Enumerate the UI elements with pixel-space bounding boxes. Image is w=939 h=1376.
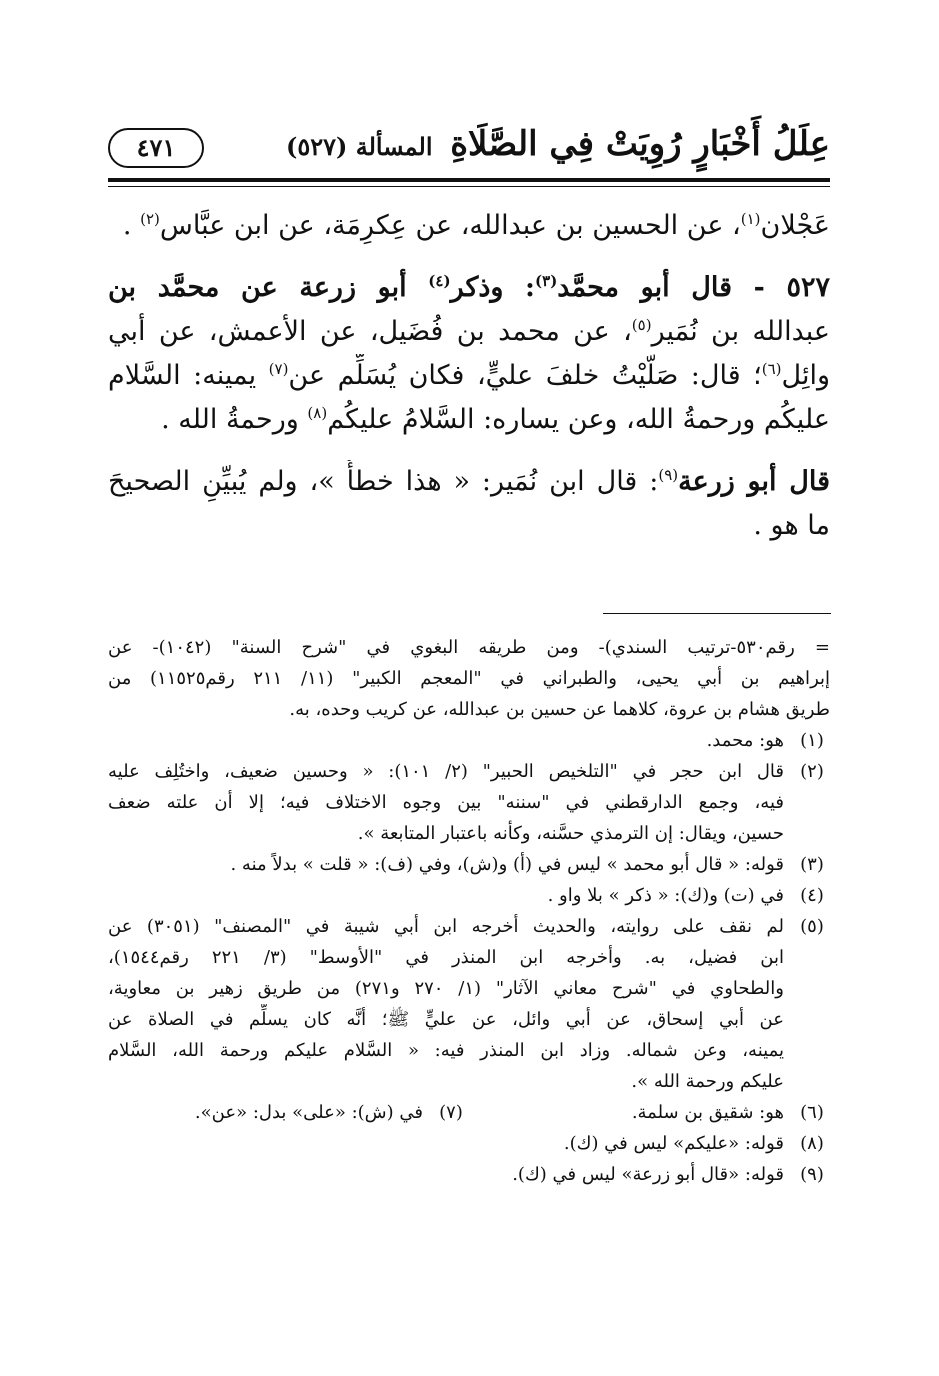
footnotes bbox=[108, 632, 830, 1190]
text-line bbox=[108, 310, 830, 354]
footnote-line: عن أبي إسحاق، عن أبي وائل، عن عليٍّ ﷺ؛ أنَّه كان يسلِّم في الصلاة عن bbox=[108, 1009, 784, 1030]
footnote-line: حسين، ويقال: إن الترمذي حسَّنه، وكأنه باعتبار المتابعة ». bbox=[357, 823, 784, 844]
footnote-line: إبراهيم بن أبي يحيى، والطبراني في "المعجم الكبير" (١١/ ٢١١ رقم١١٥٢٥) من bbox=[108, 668, 830, 689]
text-segment: : وذكر bbox=[450, 272, 536, 303]
footnote-number: (٤) bbox=[800, 885, 824, 906]
text-segment: . bbox=[122, 210, 132, 241]
text-line bbox=[108, 460, 830, 504]
header-rule-thin bbox=[108, 186, 830, 187]
footnote-line: قوله: « قال أبو محمد » ليس في (أ) و(ش)، وفي (ف): « قلت » بدلاً منه . bbox=[230, 854, 784, 875]
footnote-number: (١) bbox=[800, 730, 824, 751]
footnote-line: = رقم٥٣٠-ترتيب السندي)- ومن طريقه البغوي في "شرح السنة" (١٠٤٢)- عن bbox=[108, 637, 830, 658]
footnote-line: ابن فضيل، به. وأخرجه ابن المنذر في "الأوسط" (٣/ ٢٢١ رقم١٥٤٤)، bbox=[108, 947, 784, 968]
text-line bbox=[108, 398, 830, 442]
text-segment: ورحمةُ الله . bbox=[161, 404, 299, 435]
footnote-ref[interactable]: (٥) bbox=[631, 316, 652, 334]
footnote-line: في (ت) و(ك): « ذكر » بلا واو . bbox=[547, 885, 784, 906]
footnote-ref[interactable]: (٧) bbox=[268, 360, 289, 378]
text-segment: عليكُم ورحمةُ الله، وعن يساره: السَّلامُ عليكُم bbox=[327, 404, 830, 435]
footnote-number: (٣) bbox=[800, 854, 824, 875]
page-number: ٤٧١ bbox=[108, 128, 204, 168]
footnote-line: فيه، وجمع الدارقطني في "سننه" بين وجوه الاختلاف فيه؛ إلا أن علته ضعف bbox=[108, 792, 784, 813]
text-segment: وائِل bbox=[781, 360, 830, 391]
page-header bbox=[108, 118, 830, 176]
footnote-line: والطحاوي في "شرح معاني الآثار" (١/ ٢٧٠ و٢٧١) من طريق زهير بن معاوية، bbox=[108, 978, 784, 999]
text-segment: أبو زرعة عن محمَّد بن bbox=[108, 272, 407, 303]
text-segment: ، عن الحسين بن عبدالله، عن عِكرِمَة، عن ابن عبَّاس bbox=[159, 210, 741, 241]
text-line bbox=[108, 504, 830, 548]
text-segment: قال أبو زرعة bbox=[678, 466, 830, 497]
footnote-line: هو: شقيق بن سلمة. bbox=[631, 1102, 784, 1123]
footnote-line: قوله: «عليكم» ليس في (ك). bbox=[563, 1133, 784, 1154]
footnote-number: (٧) bbox=[439, 1102, 463, 1123]
text-segment: : قال ابن نُمَير: « هذا خطأٌ »، ولم يُبيِّنِ الصحيحَ bbox=[108, 466, 659, 497]
text-segment: ما هو . bbox=[753, 510, 830, 541]
text-line bbox=[108, 204, 830, 248]
issue-label: المسألة (٥٢٧) bbox=[286, 132, 433, 161]
text-segment: عَجْلان bbox=[760, 210, 830, 241]
main-text bbox=[108, 204, 830, 548]
issue-heading: ٥٢٧ - قال أبو محمَّد bbox=[557, 272, 830, 303]
text-segment: ؛ قال: صَلَّيْتُ خلفَ عليٍّ، فكان يُسَلِّم عن bbox=[288, 360, 762, 391]
header-rule-thick bbox=[108, 178, 830, 182]
footnote-row-split bbox=[108, 1097, 830, 1128]
footnote-number: (٥) bbox=[800, 916, 824, 937]
footnote-ref[interactable]: (٣) bbox=[535, 272, 558, 290]
footnote-line: لم نقف على روايته، والحديث أخرجه ابن أبي شيبة في "المصنف" (٣٠٥١) عن bbox=[108, 916, 785, 937]
footnote-line: طريق هشام بن عروة، كلاهما عن حسين بن عبدالله، عن كريب وحده، به. bbox=[289, 699, 830, 720]
footnote-line: قوله: «قال أبو زرعة» ليس في (ك). bbox=[512, 1164, 784, 1185]
footnote-separator bbox=[603, 613, 831, 614]
text-segment: ، عن محمد بن فُضَيل، عن الأعمش، عن أبي bbox=[108, 316, 632, 347]
footnote-line: يمينه، وعن شماله. وزاد ابن المنذر فيه: « السَّلام عليكم ورحمة الله، السَّلام bbox=[108, 1040, 784, 1061]
text-segment: يمينه: السَّلام bbox=[108, 360, 257, 391]
text-segment: عبدالله بن نُمَير bbox=[651, 316, 830, 347]
book-title: عِلَلُ أَخْبَارٍ رُوِيَتْ فِي الصَّلَاةِ bbox=[450, 124, 830, 164]
footnote-line: في (ش): «على» بدل: «عن». bbox=[194, 1102, 423, 1123]
footnote-ref[interactable]: (٢) bbox=[140, 210, 160, 228]
footnote-ref[interactable]: (١) bbox=[740, 210, 761, 228]
text-line bbox=[108, 354, 830, 398]
footnote-ref[interactable]: (٦) bbox=[761, 360, 782, 378]
footnote-ref[interactable]: (٤) bbox=[428, 272, 451, 290]
footnote-ref[interactable]: (٩) bbox=[658, 466, 679, 484]
text-line bbox=[108, 266, 830, 310]
footnote-number: (٨) bbox=[800, 1133, 824, 1154]
footnote-ref[interactable]: (٨) bbox=[307, 404, 328, 422]
footnote-number: (٢) bbox=[800, 761, 824, 782]
footnote-line: هو: محمد. bbox=[706, 730, 784, 751]
footnote-line: عليكم ورحمة الله ». bbox=[631, 1071, 784, 1092]
footnote-number: (٩) bbox=[800, 1164, 824, 1185]
footnote-number: (٦) bbox=[800, 1102, 824, 1123]
footnote-line: قال ابن حجر في "التلخيص الحبير" (٢/ ١٠١): « وحسين ضعيف، واختُلِف عليه bbox=[108, 761, 784, 782]
